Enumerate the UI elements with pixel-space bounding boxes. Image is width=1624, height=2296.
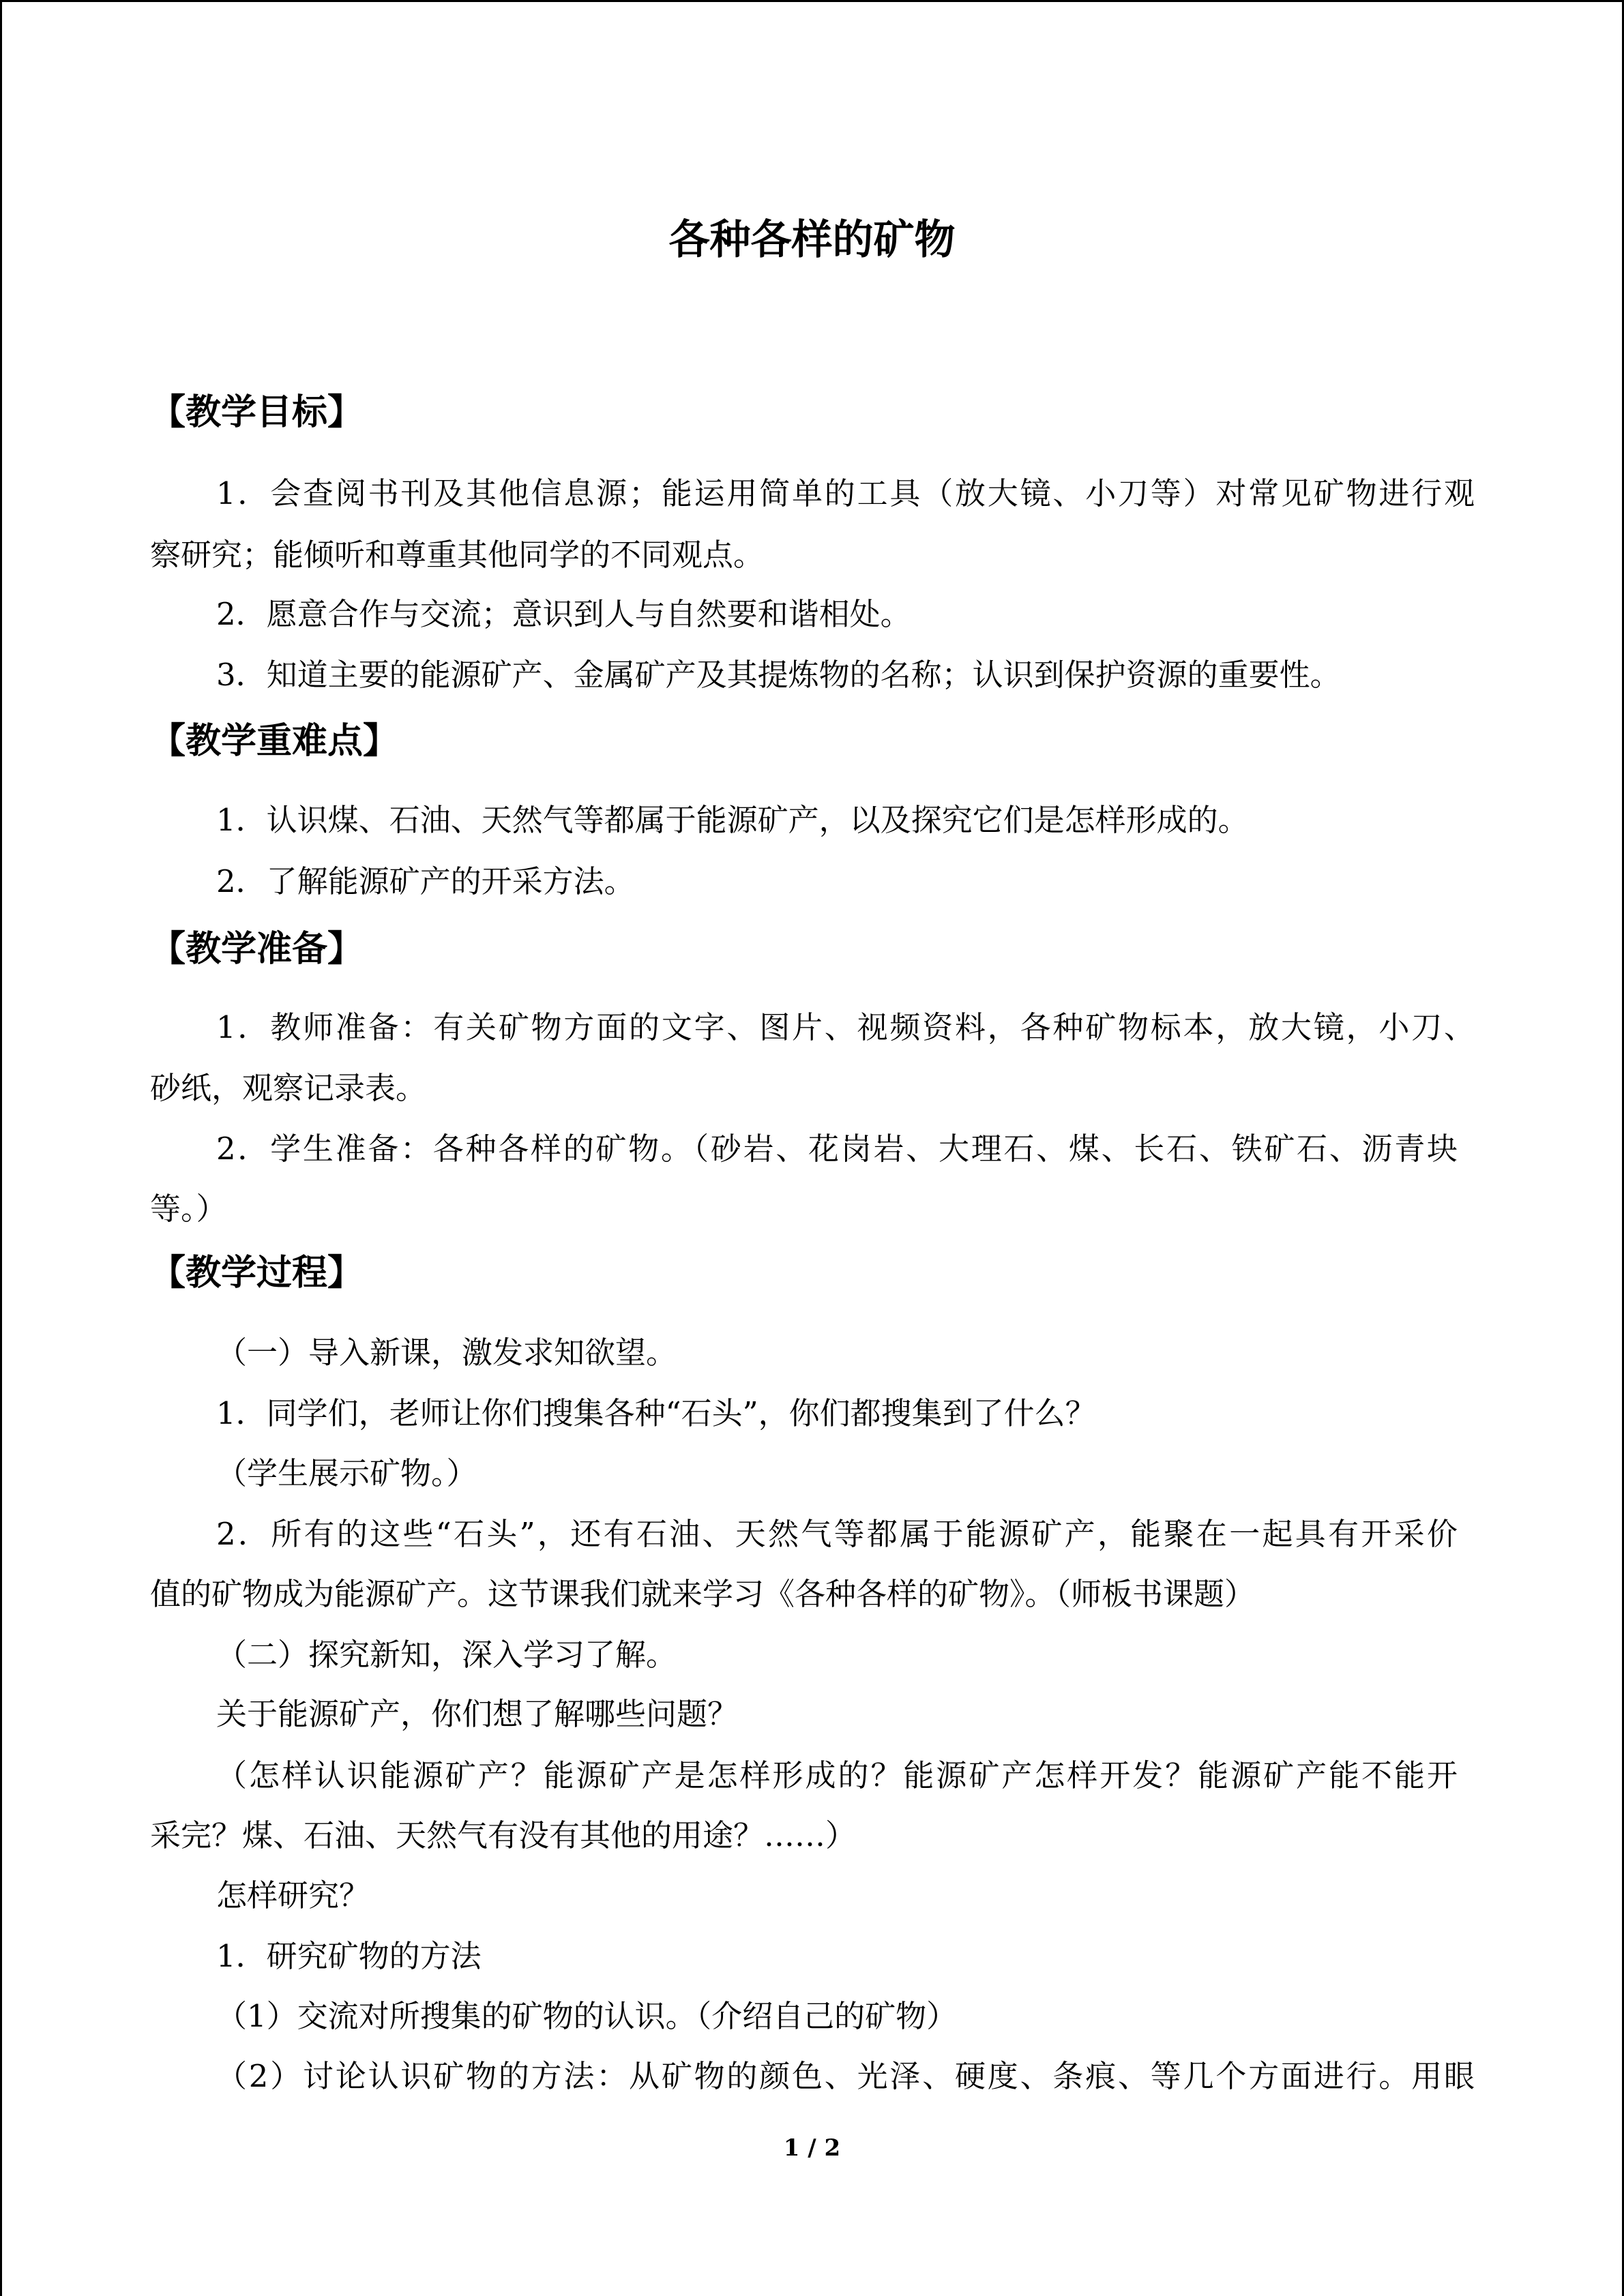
- objective-line-2: 察研究；能倾听和尊重其他同学的不同观点。: [150, 537, 765, 573]
- preparation-line-1: 1．教师准备：有关矿物方面的文字、图片、视频资料，各种矿物标本，放大镜，小刀、: [216, 1009, 1475, 1045]
- process-line-3: （学生展示矿物。）: [216, 1455, 477, 1491]
- preparation-line-2: 砂纸，观察记录表。: [150, 1070, 427, 1106]
- preparation-line-4: 等。）: [150, 1191, 227, 1227]
- process-line-7: 关于能源矿产，你们想了解哪些问题？: [216, 1696, 739, 1732]
- process-line-11: 1．研究矿物的方法: [216, 1938, 482, 1974]
- heading-preparation: 【教学准备】: [150, 929, 364, 970]
- process-line-9: 采完？煤、石油、天然气有没有其他的用途？……）: [150, 1817, 857, 1853]
- page-title: 各种各样的矿物: [668, 216, 956, 264]
- page-number: 1 / 2: [783, 2134, 841, 2162]
- process-line-5: 值的矿物成为能源矿产。这节课我们就来学习《各种各样的矿物》。（师板书课题）: [150, 1576, 1256, 1612]
- process-line-2: 1．同学们，老师让你们搜集各种“石头”，你们都搜集到了什么？: [216, 1395, 1096, 1431]
- process-line-4: 2．所有的这些“石头”，还有石油、天然气等都属于能源矿产，能聚在一起具有开采价: [216, 1516, 1458, 1552]
- objective-line-4: 3．知道主要的能源矿产、金属矿产及其提炼物的名称；认识到保护资源的重要性。: [216, 657, 1341, 693]
- heading-key-points: 【教学重难点】: [150, 721, 399, 762]
- process-line-1: （一）导入新课，激发求知欲望。: [216, 1335, 677, 1371]
- process-line-13: （2）讨论认识矿物的方法：从矿物的颜色、光泽、硬度、条痕、等几个方面进行。用眼: [216, 2058, 1475, 2094]
- key-point-line-2: 2．了解能源矿产的开采方法。: [216, 863, 635, 899]
- preparation-line-3: 2．学生准备：各种各样的矿物。（砂岩、花岗岩、大理石、煤、长石、铁矿石、沥青块: [216, 1131, 1458, 1167]
- process-line-10: 怎样研究？: [216, 1877, 370, 1913]
- process-line-6: （二）探究新知，深入学习了解。: [216, 1637, 677, 1673]
- objective-line-3: 2．愿意合作与交流；意识到人与自然要和谐相处。: [216, 596, 911, 632]
- heading-objectives: 【教学目标】: [150, 392, 364, 433]
- heading-process: 【教学过程】: [150, 1253, 364, 1294]
- process-line-12: （1）交流对所搜集的矿物的认识。（介绍自己的矿物）: [216, 1998, 958, 2034]
- objective-line-1: 1．会查阅书刊及其他信息源；能运用简单的工具（放大镜、小刀等）对常见矿物进行观: [216, 475, 1475, 511]
- process-line-8: （怎样认识能源矿产？能源矿产是怎样形成的？能源矿产怎样开发？能源矿产能不能开: [216, 1757, 1458, 1793]
- key-point-line-1: 1．认识煤、石油、天然气等都属于能源矿产，以及探究它们是怎样形成的。: [216, 802, 1249, 838]
